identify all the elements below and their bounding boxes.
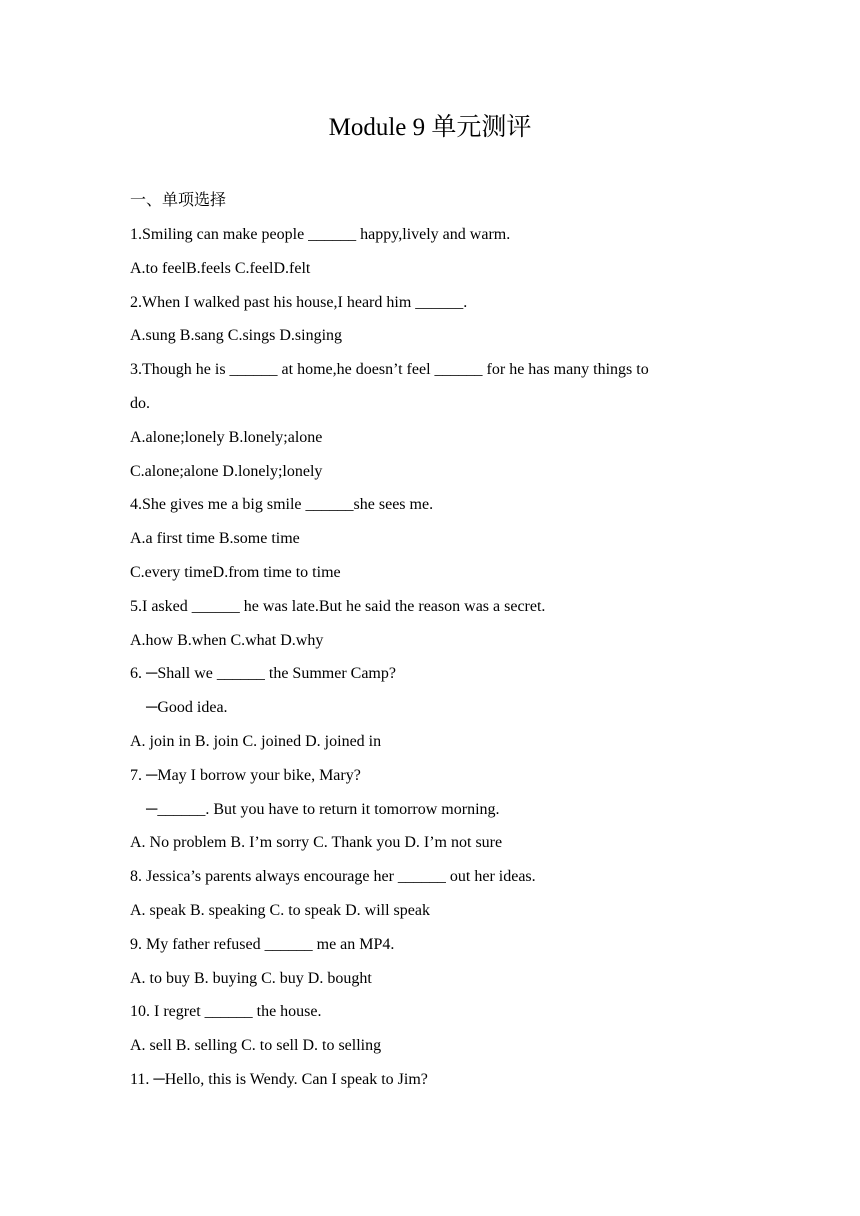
- text-line: A.how B.when C.what D.why: [130, 631, 324, 649]
- text-line: 5.I asked ______ he was late.But he said the reason was a secret.: [130, 597, 546, 615]
- text-line: A. join in B. join C. joined D. joined in: [130, 732, 382, 750]
- text-line: A. sell B. selling C. to sell D. to selling: [130, 1037, 382, 1055]
- text-line: 8. Jessica’s parents always encourage her ______ out her ideas.: [130, 868, 536, 886]
- text-line: A. to buy B. buying C. buy D. bought: [130, 969, 372, 987]
- text-line: C.every timeD.from time to time: [130, 563, 341, 581]
- text-line: 3.Though he is ______ at home,he doesn’t feel ______ for he has many things to: [130, 361, 649, 379]
- text-line: 7. ─May I borrow your bike, Mary?: [130, 766, 361, 784]
- text-line: 9. My father refused ______ me an MP4.: [130, 935, 395, 953]
- text-line: A. No problem B. I’m sorry C. Thank you D. I’m not sure: [130, 834, 503, 852]
- section-heading: 一、单项选择: [130, 190, 227, 209]
- text-line: do.: [130, 394, 150, 412]
- text-line: 4.She gives me a big smile ______she sees me.: [130, 496, 434, 514]
- question-list: [130, 222, 740, 1101]
- text-line: C.alone;alone D.lonely;lonely: [130, 462, 323, 480]
- text-line: 2.When I walked past his house,I heard him ______.: [130, 293, 468, 311]
- page-title: Module 9 单元测评: [328, 114, 532, 141]
- text-line: A.a first time B.some time: [130, 530, 300, 548]
- text-line: 1.Smiling can make people ______ happy,lively and warm.: [130, 226, 511, 243]
- text-line: A.sung B.sang C.sings D.singing: [130, 327, 343, 345]
- text-line: 11. ─Hello, this is Wendy. Can I speak to Jim?: [130, 1070, 428, 1088]
- text-line: A.to feelB.feels C.feelD.felt: [130, 259, 311, 277]
- text-line: A.alone;lonely B.lonely;alone: [130, 428, 323, 446]
- text-line: ─______. But you have to return it tomorrow morning.: [146, 800, 500, 818]
- text-line: ─Good idea.: [146, 699, 228, 717]
- text-line: A. speak B. speaking C. to speak D. will speak: [130, 901, 430, 919]
- text-line: 10. I regret ______ the house.: [130, 1003, 322, 1021]
- text-line: 6. ─Shall we ______ the Summer Camp?: [130, 665, 396, 683]
